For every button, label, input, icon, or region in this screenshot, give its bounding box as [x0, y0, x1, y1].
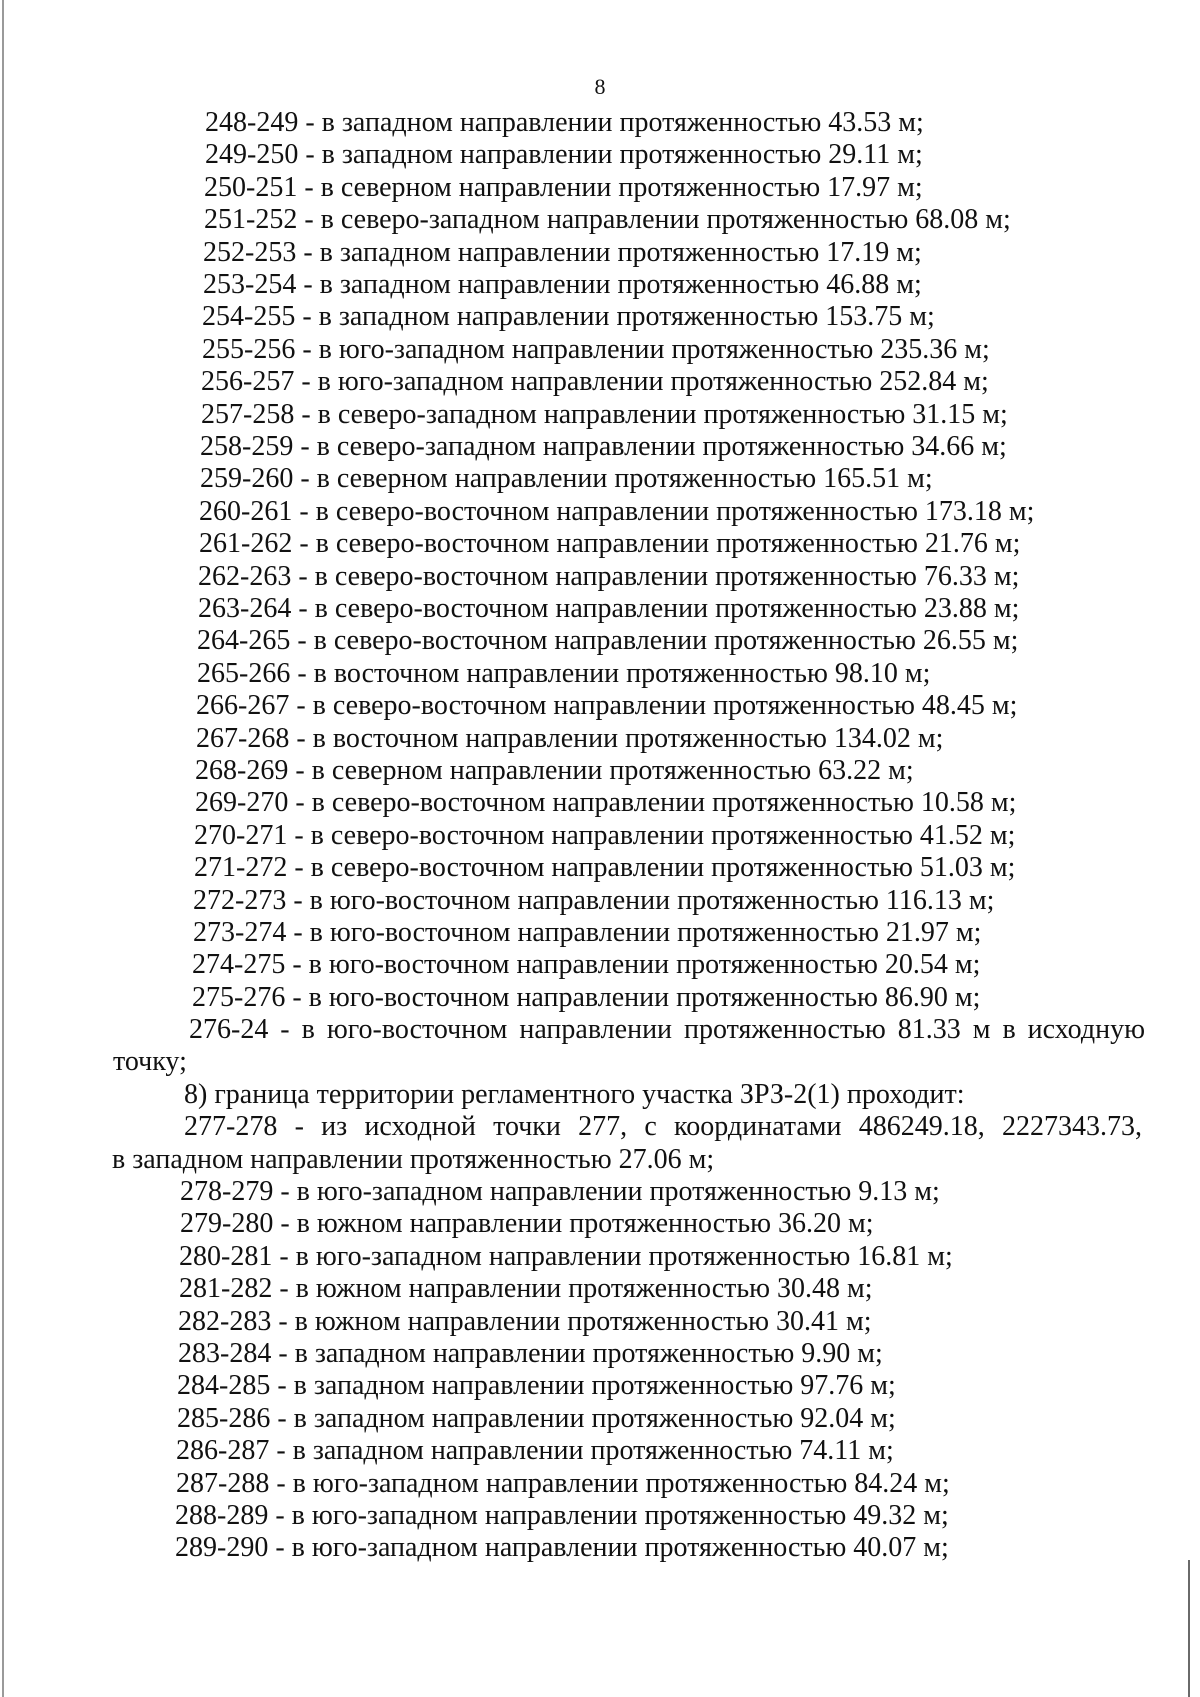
- boundary-line: 266-267 - в северо-восточном направлении протяженностью 48.45 м;: [196, 690, 1018, 721]
- boundary-line: 254-255 - в западном направлении протяженностью 153.75 м;: [202, 301, 935, 332]
- boundary-line: 256-257 - в юго-западном направлении протяженностью 252.84 м;: [201, 366, 989, 397]
- boundary-line: 264-265 - в северо-восточном направлении протяженностью 26.55 м;: [197, 625, 1019, 656]
- boundary-line: 249-250 - в западном направлении протяженностью 29.11 м;: [205, 139, 923, 170]
- boundary-line: 255-256 - в юго-западном направлении протяженностью 235.36 м;: [202, 334, 990, 365]
- boundary-line: 285-286 - в западном направлении протяженностью 92.04 м;: [177, 1403, 896, 1434]
- boundary-line: 251-252 - в северо-западном направлении протяженностью 68.08 м;: [204, 204, 1011, 235]
- boundary-line: 289-290 - в юго-западном направлении протяженностью 40.07 м;: [175, 1532, 949, 1563]
- boundary-line: 281-282 - в южном направлении протяженностью 30.48 м;: [179, 1273, 873, 1304]
- boundary-line: 252-253 - в западном направлении протяженностью 17.19 м;: [203, 237, 922, 268]
- boundary-line: 250-251 - в северном направлении протяженностью 17.97 м;: [204, 172, 923, 203]
- page-number: 8: [594, 74, 606, 99]
- boundary-line: 265-266 - в восточном направлении протяженностью 98.10 м;: [197, 658, 931, 689]
- boundary-line: 275-276 - в юго-восточном направлении протяженностью 86.90 м;: [192, 982, 981, 1013]
- boundary-line-continuation: в западном направлении протяженностью 27.06 м;: [112, 1144, 715, 1175]
- boundary-line-continuation: точку;: [113, 1046, 187, 1077]
- boundary-line: 270-271 - в северо-восточном направлении протяженностью 41.52 м;: [194, 820, 1016, 851]
- boundary-line: 272-273 - в юго-восточном направлении протяженностью 116.13 м;: [193, 885, 995, 916]
- boundary-line: 280-281 - в юго-западном направлении протяженностью 16.81 м;: [179, 1241, 953, 1272]
- boundary-line: 288-289 - в юго-западном направлении протяженностью 49.32 м;: [175, 1500, 949, 1531]
- boundary-line: 286-287 - в западном направлении протяженностью 74.11 м;: [176, 1435, 894, 1466]
- boundary-line: 257-258 - в северо-западном направлении протяженностью 31.15 м;: [201, 399, 1008, 430]
- boundary-line: 267-268 - в восточном направлении протяженностью 134.02 м;: [196, 723, 944, 754]
- boundary-line: 248-249 - в западном направлении протяженностью 43.53 м;: [205, 107, 924, 138]
- boundary-line: 283-284 - в западном направлении протяженностью 9.90 м;: [178, 1338, 883, 1369]
- boundary-line: 279-280 - в южном направлении протяженностью 36.20 м;: [180, 1208, 874, 1239]
- boundary-line: 278-279 - в юго-западном направлении протяженностью 9.13 м;: [180, 1176, 940, 1207]
- boundary-line: 260-261 - в северо-восточном направлении протяженностью 173.18 м;: [199, 496, 1035, 527]
- boundary-line: 269-270 - в северо-восточном направлении протяженностью 10.58 м;: [195, 787, 1017, 818]
- boundary-line: 268-269 - в северном направлении протяженностью 63.22 м;: [195, 755, 914, 786]
- boundary-line: 284-285 - в западном направлении протяженностью 97.76 м;: [177, 1370, 896, 1401]
- boundary-line: 271-272 - в северо-восточном направлении протяженностью 51.03 м;: [194, 852, 1016, 883]
- section-heading: 8) граница территории регламентного участка ЗРЗ-2(1) проходит:: [184, 1079, 965, 1110]
- boundary-line: 253-254 - в западном направлении протяженностью 46.88 м;: [203, 269, 922, 300]
- boundary-line: 259-260 - в северном направлении протяженностью 165.51 м;: [200, 463, 933, 494]
- boundary-line: 276-24 - в юго-восточном направлении протяженностью 81.33 м в исходную: [189, 1014, 1145, 1045]
- boundary-line: 273-274 - в юго-восточном направлении протяженностью 21.97 м;: [193, 917, 982, 948]
- boundary-line: 282-283 - в южном направлении протяженностью 30.41 м;: [178, 1306, 872, 1337]
- boundary-line: 258-259 - в северо-западном направлении протяженностью 34.66 м;: [200, 431, 1007, 462]
- boundary-line: 274-275 - в юго-восточном направлении протяженностью 20.54 м;: [192, 949, 981, 980]
- boundary-line: 277-278 - из исходной точки 277, с координатами 486249.18, 2227343.73,: [184, 1111, 1142, 1142]
- boundary-line: 287-288 - в юго-западном направлении протяженностью 84.24 м;: [176, 1468, 950, 1499]
- boundary-line: 263-264 - в северо-восточном направлении протяженностью 23.88 м;: [198, 593, 1020, 624]
- boundary-line: 262-263 - в северо-восточном направлении протяженностью 76.33 м;: [198, 561, 1020, 592]
- boundary-line: 261-262 - в северо-восточном направлении протяженностью 21.76 м;: [199, 528, 1021, 559]
